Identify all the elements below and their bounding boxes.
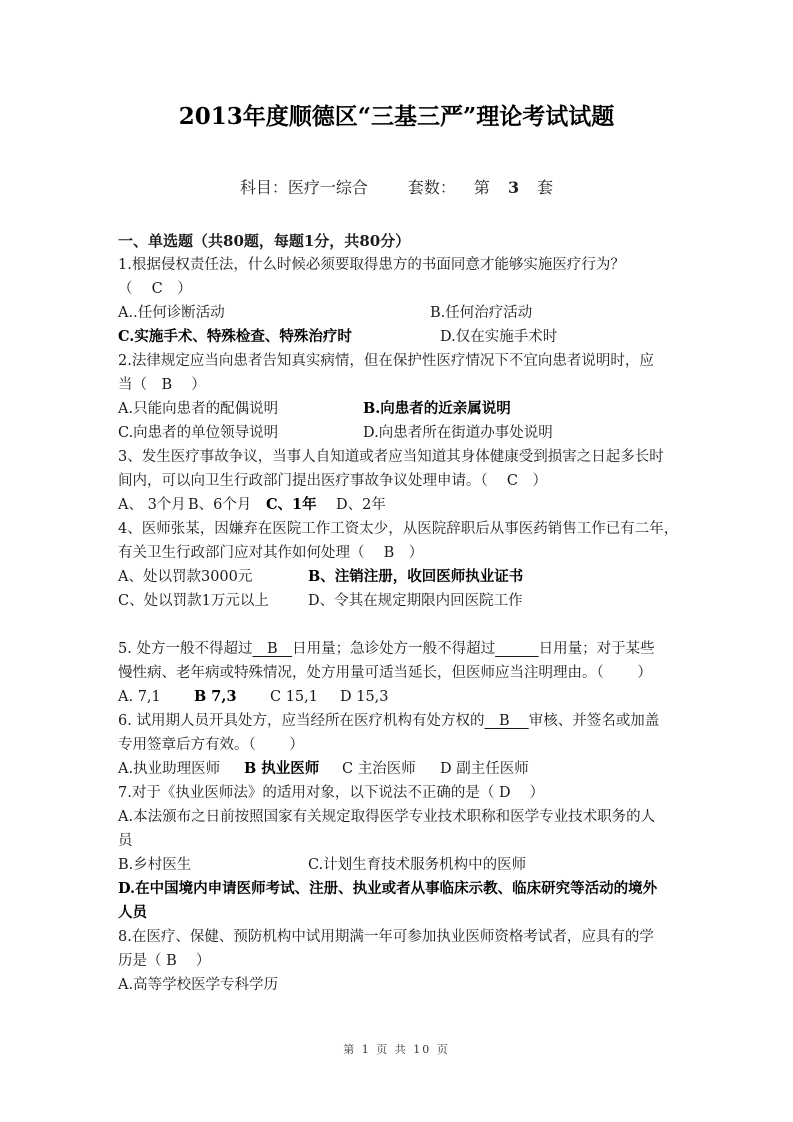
question-8-option-a: A.高等学校医学专科学历 bbox=[118, 977, 279, 993]
section-heading: 一、单选题（共80题，每题1分，共80分） bbox=[118, 232, 411, 250]
option-d: D、令其在规定期限内回医院工作 bbox=[308, 593, 523, 609]
option-b: B 执业医师 bbox=[244, 760, 320, 777]
question-5-stem bbox=[118, 637, 674, 661]
question-5-options bbox=[118, 685, 674, 709]
set-number: 3 bbox=[507, 178, 520, 197]
question-7-option-d: D.在中国境内申请医师考试、注册、执业或者从事临床示教、临床研究等活动的境外 bbox=[118, 880, 658, 897]
stem-part: 5. 处方一般不得超过 bbox=[118, 641, 253, 657]
question-2-options-ab bbox=[118, 397, 674, 421]
question-6-options bbox=[118, 757, 674, 781]
option-b: B、注销注册，收回医师执业证书 bbox=[308, 568, 524, 585]
option-c: C.计划生育技术服务机构中的医师 bbox=[308, 857, 527, 873]
option-b: B、6个月 bbox=[188, 497, 252, 513]
option-a: A、处以罚款3000元 bbox=[118, 569, 253, 585]
question-7-option-a-cont: 员 bbox=[118, 833, 133, 849]
question-1-answer: （ C ） bbox=[118, 281, 192, 297]
stem-part: 6. 试用期人员开具处方，应当经所在医疗机构有处方权的 bbox=[118, 713, 485, 729]
stem-part: 审核、并签名或加盖 bbox=[528, 713, 660, 729]
subject-label: 科目：医疗一综合 bbox=[239, 178, 368, 197]
option-c: C、1年 bbox=[266, 496, 317, 513]
option-b: B.乡村医生 bbox=[118, 857, 192, 873]
option-a: A.只能向患者的配偶说明 bbox=[118, 401, 279, 417]
question-2-options-cd bbox=[118, 421, 674, 445]
question-7-option-d-cont: 人员 bbox=[118, 904, 147, 921]
option-d: D.向患者所在街道办事处说明 bbox=[363, 425, 553, 441]
option-d: D、2年 bbox=[336, 497, 386, 513]
question-8-stem-cont: 历是（ B ） bbox=[118, 953, 211, 969]
option-a: A. 7,1 bbox=[118, 689, 161, 705]
question-content bbox=[118, 229, 679, 997]
question-7-options-bc bbox=[118, 853, 674, 877]
fill-blank-1: B bbox=[484, 713, 529, 729]
option-a: A..任何诊断活动 bbox=[118, 305, 225, 321]
subject-line bbox=[0, 175, 793, 198]
spacer bbox=[118, 613, 674, 637]
option-c: C 15,1 bbox=[270, 689, 318, 705]
question-6-stem bbox=[118, 709, 674, 733]
question-2-answer: 当（ B ） bbox=[118, 377, 206, 393]
question-4-options-ab bbox=[118, 565, 674, 589]
question-3-stem-cont: 间内，可以向卫生行政部门提出医疗事故争议处理申请。（ C ） bbox=[118, 473, 547, 489]
question-3-options bbox=[118, 493, 674, 517]
question-6-stem-cont: 专用签章后方有效。（ ） bbox=[118, 737, 304, 753]
option-d: D 15,3 bbox=[340, 689, 389, 705]
option-c: C、处以罚款1万元以上 bbox=[118, 593, 269, 609]
option-a: A、 3个月 bbox=[118, 497, 186, 513]
set-suffix: 套 bbox=[537, 178, 554, 197]
question-3-stem: 3、发生医疗事故争议，当事人自知道或者应当知道其身体健康受到损害之日起多长时 bbox=[118, 449, 664, 465]
stem-part: 日用量；对于某些 bbox=[538, 641, 655, 657]
question-2-stem: 2.法律规定应当向患者告知真实病情，但在保护性医疗情况下不宜向患者说明时，应 bbox=[118, 353, 654, 369]
option-c: C.向患者的单位领导说明 bbox=[118, 425, 279, 441]
option-b: B.向患者的近亲属说明 bbox=[363, 400, 511, 417]
stem-part: 日用量；急诊处方一般不得超过 bbox=[292, 641, 496, 657]
question-1-options-cd bbox=[118, 325, 674, 349]
question-7-stem: 7.对于《执业医师法》的适用对象，以下说法不正确的是（ D ） bbox=[118, 785, 545, 801]
document-title: 2013年度顺德区“三基三严”理论考试试题 bbox=[178, 103, 615, 130]
question-1-options-ab bbox=[118, 301, 674, 325]
question-4-stem-cont: 有关卫生行政部门应对其作如何处理（ B ） bbox=[118, 545, 424, 561]
option-d: D 副主任医师 bbox=[440, 761, 529, 777]
set-label: 套数： bbox=[407, 178, 456, 197]
option-b: B.任何治疗活动 bbox=[430, 305, 533, 321]
question-8-stem: 8.在医疗、保健、预防机构中试用期满一年可参加执业医师资格考试者，应具有的学 bbox=[118, 929, 654, 945]
question-5-stem-cont: 慢性病、老年病或特殊情况，处方用量可适当延长，但医师应当注明理由。（ ） bbox=[118, 665, 652, 681]
question-4-options-cd bbox=[118, 589, 674, 613]
fill-blank-2 bbox=[495, 641, 539, 657]
question-7-option-a: A.本法颁布之日前按照国家有关规定取得医学专业技术职称和医学专业技术职务的人 bbox=[118, 809, 656, 825]
option-a: A.执业助理医师 bbox=[118, 761, 221, 777]
page-footer: 第 1 页 共 10 页 bbox=[343, 1043, 450, 1056]
question-1-stem: 1.根据侵权责任法，什么时候必须要取得患方的书面同意才能够实施医疗行为？ bbox=[118, 257, 625, 273]
option-c: C.实施手术、特殊检查、特殊治疗时 bbox=[118, 328, 352, 345]
option-c: C 主治医师 bbox=[342, 761, 416, 777]
option-d: D.仅在实施手术时 bbox=[440, 329, 558, 345]
question-4-stem: 4、医师张某，因嫌弃在医院工作工资太少，从医院辞职后从事医药销售工作已有二年， bbox=[118, 521, 679, 537]
option-b: B 7,3 bbox=[194, 688, 237, 705]
fill-blank-1: B bbox=[252, 641, 293, 657]
set-prefix: 第 bbox=[473, 178, 490, 197]
